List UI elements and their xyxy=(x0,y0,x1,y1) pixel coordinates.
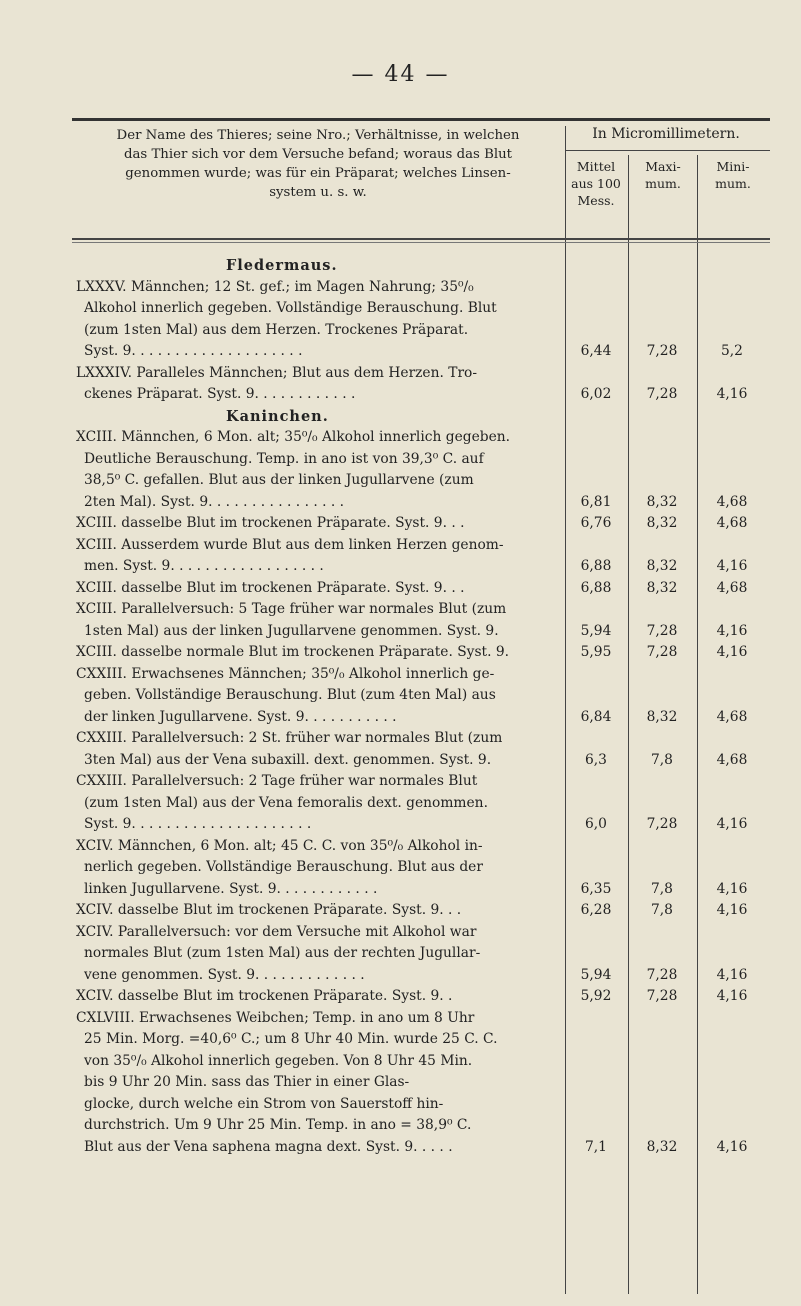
row-text: XCIII. dasselbe Blut im trockenen Präparate. Syst. 9. . . xyxy=(76,579,465,596)
row-text: Syst. 9. . . . . . . . . . . . . . . . . . . . . xyxy=(84,816,312,832)
row-text: CXLVIII. Erwachsenes Weibchen; Temp. in ano um 8 Uhr xyxy=(76,1009,475,1026)
header-description xyxy=(72,126,564,202)
row-text: von 35⁰/₀ Alkohol innerlich gegeben. Von 8 Uhr 45 Min. xyxy=(84,1052,473,1069)
value-max: 8,32 xyxy=(646,515,678,531)
row-text: XCIV. Parallelversuch: vor dem Versuche mit Alkohol war xyxy=(76,923,477,940)
row-text: nerlich gegeben. Vollständige Berauschung. Blut aus der xyxy=(84,859,483,875)
column-divider xyxy=(697,155,698,1294)
row-text: Syst. 9. . . . . . . . . . . . . . . . . . . . xyxy=(84,343,303,359)
value-max: 7,28 xyxy=(646,988,678,1004)
value-mean: 6,02 xyxy=(580,386,612,402)
value-max: 7,28 xyxy=(646,386,678,402)
value-mean: 6,76 xyxy=(580,515,612,531)
row-text: XCIII. Männchen, 6 Mon. alt; 35⁰/₀ Alkohol innerlich gegeben. xyxy=(76,429,511,445)
row-text: (zum 1sten Mal) aus dem Herzen. Trockenes Präparat. xyxy=(84,321,469,338)
value-min: 4,16 xyxy=(716,644,748,660)
value-mean: 6,0 xyxy=(585,816,607,832)
value-min: 4,16 xyxy=(716,880,748,897)
value-max: 7,28 xyxy=(646,343,678,359)
value-mean: 6,3 xyxy=(585,751,607,768)
row-text: ckenes Präparat. Syst. 9. . . . . . . . . . . . xyxy=(84,386,356,402)
header-line: Der Name des Thieres; seine Nro.; Verhältnisse, in welchen xyxy=(116,128,520,143)
value-min: 4,16 xyxy=(716,558,748,574)
value-max: 7,8 xyxy=(651,880,673,897)
value-max: 8,32 xyxy=(646,558,678,574)
value-max: 8,32 xyxy=(646,493,678,510)
value-mean: 7,1 xyxy=(585,1138,607,1155)
row-text: XCIV. dasselbe Blut im trockenen Präparate. Syst. 9. . xyxy=(76,988,453,1004)
value-mean: 5,94 xyxy=(580,966,612,983)
row-text: 38,5⁰ C. gefallen. Blut aus der linken Jugullarvene (zum xyxy=(84,472,474,488)
value-max: 8,32 xyxy=(646,579,678,596)
header-col-mean xyxy=(566,158,626,209)
row-text: 3ten Mal) aus der Vena subaxill. dext. genommen. Syst. 9. xyxy=(84,751,492,768)
row-text: XCIV. Männchen, 6 Mon. alt; 45 C. C. von 35⁰/₀ Alkohol in- xyxy=(76,837,483,854)
value-mean: 6,35 xyxy=(580,880,612,897)
value-max: 7,28 xyxy=(646,644,678,660)
value-min: 4,68 xyxy=(716,751,748,768)
row-text: LXXXIV. Paralleles Männchen; Blut aus dem Herzen. Tro- xyxy=(76,364,478,381)
section-title: Fledermaus. xyxy=(226,257,338,274)
header-line: system u. s. w. xyxy=(269,185,367,200)
row-text: der linken Jugullarvene. Syst. 9. . . . . . . . . . . xyxy=(84,708,397,725)
header-col-text: Mess. xyxy=(577,193,615,208)
row-text: 1sten Mal) aus der linken Jugullarvene genommen. Syst. 9. xyxy=(84,622,499,639)
value-min: 4,68 xyxy=(716,493,748,510)
header-line: genommen wurde; was für ein Präparat; welches Linsen- xyxy=(125,166,511,181)
value-min: 4,68 xyxy=(716,515,748,531)
value-max: 8,32 xyxy=(646,1138,678,1155)
header-col-text: Mittel xyxy=(576,159,616,174)
row-text: XCIII. Ausserdem wurde Blut aus dem linken Herzen genom- xyxy=(76,536,504,553)
row-text: (zum 1sten Mal) aus der Vena femoralis dext. genommen. xyxy=(84,794,488,811)
page-number: — 44 — xyxy=(351,62,450,87)
row-text: XCIII. Parallelversuch: 5 Tage früher war normales Blut (zum xyxy=(76,601,507,617)
value-mean: 6,44 xyxy=(580,343,612,359)
row-text: normales Blut (zum 1sten Mal) aus der rechten Jugullar- xyxy=(84,945,481,961)
header-col-text: mum. xyxy=(645,176,681,191)
value-mean: 5,95 xyxy=(580,644,612,660)
value-min: 5,2 xyxy=(721,343,743,359)
value-min: 4,16 xyxy=(716,816,748,832)
header-col-text: Maxi- xyxy=(645,159,681,174)
column-divider xyxy=(628,155,629,1294)
header-group-rule xyxy=(565,150,770,151)
value-max: 8,32 xyxy=(646,708,678,725)
row-text: linken Jugullarvene. Syst. 9. . . . . . . . . . . . xyxy=(84,880,378,897)
header-rule xyxy=(72,238,770,240)
row-text: XCIV. dasselbe Blut im trockenen Präparate. Syst. 9. . . xyxy=(76,902,462,918)
value-min: 4,16 xyxy=(716,902,748,918)
row-text: Deutliche Berauschung. Temp. in ano ist von 39,3⁰ C. auf xyxy=(84,450,484,467)
header-col-text: aus 100 xyxy=(571,176,621,191)
value-mean: 6,81 xyxy=(580,493,612,510)
header-line: das Thier sich vor dem Versuche befand; woraus das Blut xyxy=(123,147,513,162)
row-text: geben. Vollständige Berauschung. Blut (zum 4ten Mal) aus xyxy=(84,687,496,703)
value-max: 7,28 xyxy=(646,966,678,983)
value-mean: 6,28 xyxy=(580,902,612,918)
row-text: CXXIII. Parallelversuch: 2 Tage früher war normales Blut xyxy=(76,773,478,789)
header-col-text: mum. xyxy=(715,176,751,191)
section-title: Kaninchen. xyxy=(226,407,329,425)
row-text: glocke, durch welche ein Strom von Sauerstoff hin- xyxy=(84,1095,444,1112)
value-min: 4,68 xyxy=(716,579,748,596)
row-text: vene genommen. Syst. 9. . . . . . . . . . . . . xyxy=(84,966,365,983)
row-text: Blut aus der Vena saphena magna dext. Syst. 9. . . . . xyxy=(84,1138,453,1155)
value-mean: 6,88 xyxy=(580,579,612,596)
value-max: 7,28 xyxy=(646,622,678,639)
value-mean: 5,92 xyxy=(580,988,612,1004)
value-mean: 6,88 xyxy=(580,558,612,574)
value-max: 7,8 xyxy=(651,751,673,768)
value-min: 4,16 xyxy=(716,966,748,983)
value-min: 4,16 xyxy=(716,1138,748,1155)
value-min: 4,16 xyxy=(716,988,748,1004)
row-text: XCIII. dasselbe normale Blut im trockenen Präparate. Syst. 9. xyxy=(76,644,510,660)
value-min: 4,16 xyxy=(716,622,748,639)
value-max: 7,28 xyxy=(646,816,678,832)
row-text: 25 Min. Morg. =40,6⁰ C.; um 8 Uhr 40 Min. wurde 25 C. C. xyxy=(84,1031,498,1047)
row-text: bis 9 Uhr 20 Min. sass das Thier in einer Glas- xyxy=(84,1074,410,1090)
header-col-min xyxy=(698,158,768,192)
value-min: 4,16 xyxy=(716,386,748,402)
value-mean: 5,94 xyxy=(580,622,612,639)
row-text: CXXIII. Erwachsenes Männchen; 35⁰/₀ Alkohol innerlich ge- xyxy=(76,665,495,682)
row-text: durchstrich. Um 9 Uhr 25 Min. Temp. in ano = 38,9⁰ C. xyxy=(84,1117,472,1133)
top-rule xyxy=(72,118,770,121)
row-text: CXXIII. Parallelversuch: 2 St. früher war normales Blut (zum xyxy=(76,730,503,746)
value-max: 7,8 xyxy=(651,902,673,918)
header-rule-thin xyxy=(72,242,770,243)
table-header xyxy=(72,126,770,238)
row-text: LXXXV. Männchen; 12 St. gef.; im Magen Nahrung; 35⁰/₀ xyxy=(76,278,474,295)
row-text: XCIII. dasselbe Blut im trockenen Präparate. Syst. 9. . . xyxy=(76,515,465,531)
row-text: Alkohol innerlich gegeben. Vollständige Berauschung. Blut xyxy=(84,300,497,316)
header-group-micromillimetern: In Micromillimetern. xyxy=(592,126,740,142)
header-col-text: Mini- xyxy=(716,159,750,174)
header-col-max xyxy=(630,158,696,192)
value-mean: 6,84 xyxy=(580,708,612,725)
value-min: 4,68 xyxy=(716,708,748,725)
row-text: 2ten Mal). Syst. 9. . . . . . . . . . . . . . . . xyxy=(84,493,345,510)
row-text: men. Syst. 9. . . . . . . . . . . . . . . . . . xyxy=(84,558,324,574)
